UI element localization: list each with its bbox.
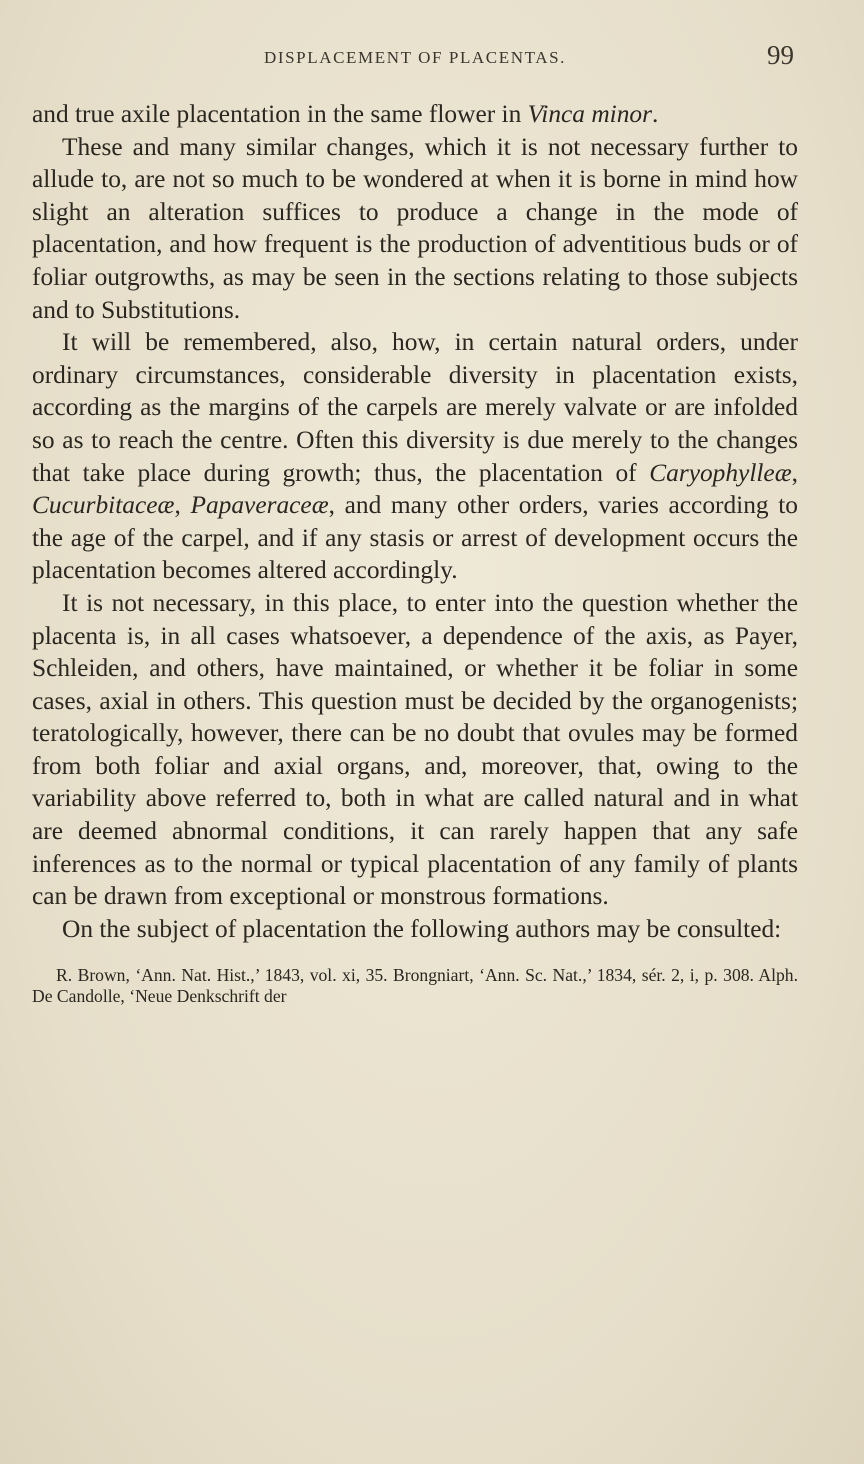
text-run: , [791, 458, 798, 487]
text-run: These and many similar changes, which it is not necessary further to allude to, are not so much to be wondered at when it is borne in mind how slight an alteration suffices to produce a change in the mode of placentation, and how frequent is the production of adventitious buds or of foliar outgrowths, as may be seen in the sections relating to those subjects and to Substitutions. [32, 132, 798, 324]
paragraph [32, 131, 798, 327]
running-head [32, 40, 798, 80]
book-page [32, 40, 798, 1007]
text-run: . [652, 100, 659, 128]
text-run: , and many other orders, varies according to the age of the carpel, and if any stasis or arrest of development occurs the placentation becomes altered accordingly. [32, 491, 798, 585]
italic-term: Vinca minor [527, 100, 652, 128]
paragraph [32, 913, 798, 946]
paragraph [32, 326, 798, 587]
footnote: R. Brown, ‘Ann. Nat. Hist.,’ 1843, vol. xi, 35. Brongniart, ‘Ann. Sc. Nat.,’ 1834, sér. 2, i, p. 308. Alph. De Candolle, ‘Neue Denkschrift der [32, 965, 798, 1007]
italic-term: Cucurbitaceæ [32, 491, 175, 520]
page-number: 99 [767, 40, 794, 70]
text-run: It is not necessary, in this place, to enter into the question whether the placenta is, in all cases whatsoever, a dependence of the axis, as Payer, Schleiden, and others, have maintained, or whether it be foliar in some cases, axial in others. This question must be decided by the organogenists; teratologically, however, there can be no doubt that ovules may be formed from both foliar and axial organs, and, moreover, that, owing to the variability above referred to, both in what are called natural and in what are deemed abnormal conditions, it can rarely happen that any safe inferences as to the normal or typical placentation of any family of plants can be drawn from exceptional or monstrous formations. [32, 588, 798, 911]
running-title: DISPLACEMENT OF PLACENTAS. [263, 48, 567, 67]
text-run: , [174, 491, 191, 520]
paragraph [32, 98, 798, 131]
text-run: On the subject of placentation the following authors may be consulted: [62, 914, 782, 943]
italic-term: Papaveraceæ [190, 491, 329, 520]
body-text [32, 98, 798, 945]
text-run: It will be remembered, also, how, in certain natural orders, under ordinary circumstances, considerable diversity in placentation exists, according as the margins of the carpels are merely valvate or are infolded so as to reach the centre. Often this diversity is due merely to the changes that take place during growth; thus, the placentation of [32, 328, 798, 487]
italic-term: Caryophylleæ [649, 458, 792, 487]
text-run: and true axile placentation in the same flower in [32, 100, 528, 128]
paragraph [32, 587, 798, 913]
